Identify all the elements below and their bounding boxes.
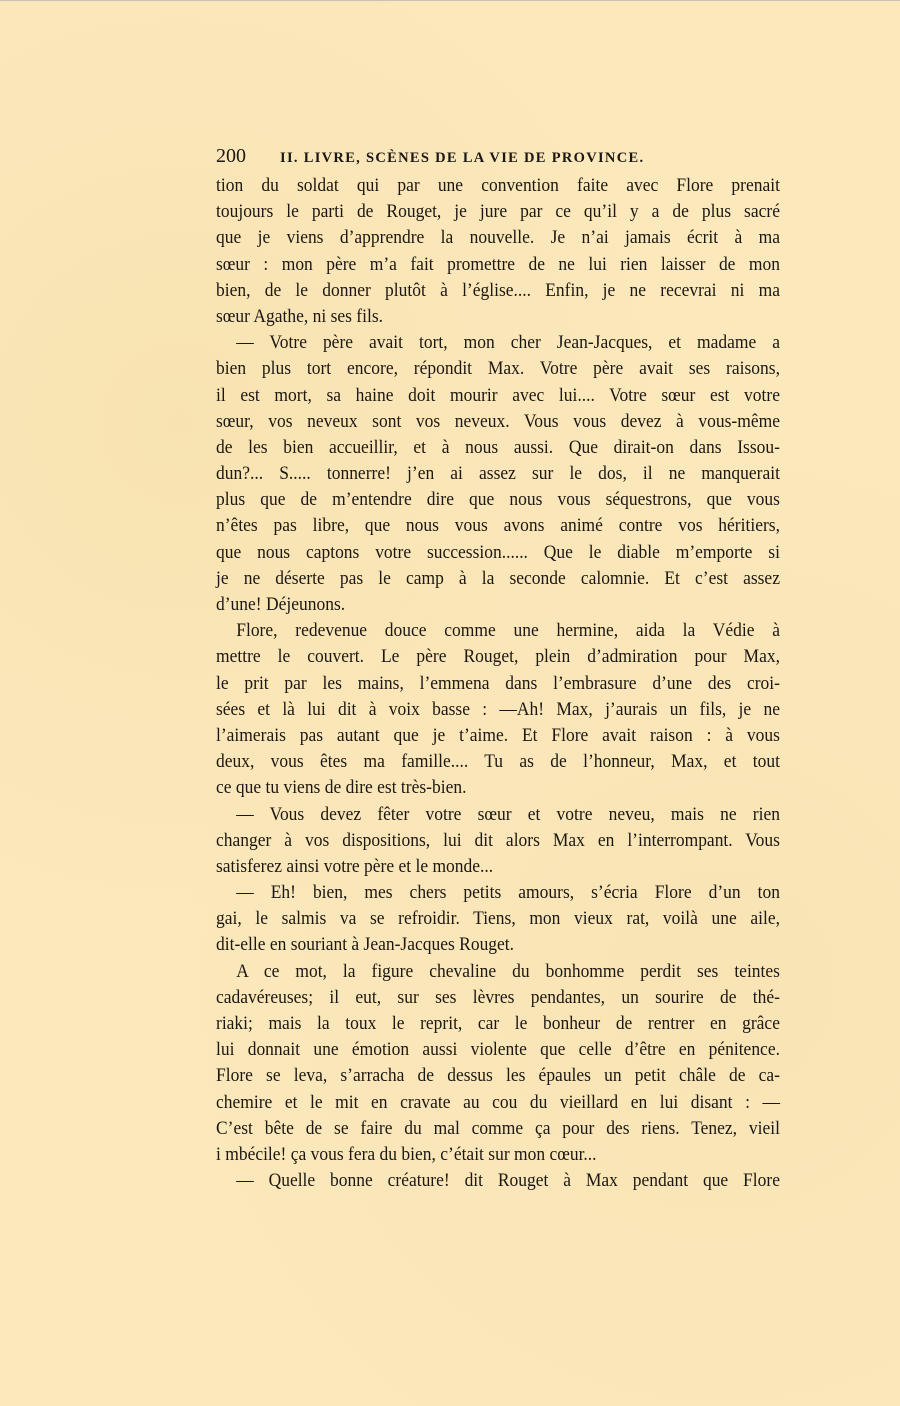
text-line: cadavéreuses; il eut, sur ses lèvres pendantes, un sourire de thé- xyxy=(216,986,780,1008)
text-line: dit-elle en souriant à Jean-Jacques Rouget. xyxy=(216,934,515,956)
text-line: l’aimerais pas autant que je t’aime. Et Flore avait raison : à vous xyxy=(216,724,780,746)
text-line: sées et là lui dit à voix basse : —Ah! Max, j’aurais un fils, je ne xyxy=(216,698,780,720)
text-line: n’êtes pas libre, que nous vous avons animé contre vos héritiers, xyxy=(216,515,780,537)
text-line: Flore se leva, s’arracha de dessus les épaules un petit châle de ca- xyxy=(216,1065,780,1087)
text-line: que je viens d’apprendre la nouvelle. Je n’ai jamais écrit à ma xyxy=(216,227,780,249)
text-line: C’est bête de se faire du mal comme ça pour des riens. Tenez, vieil xyxy=(216,1117,780,1139)
body-text xyxy=(216,173,780,1194)
text-line: d’une! Déjeunons. xyxy=(216,594,346,615)
text-line: i mbécile! ça vous fera du bien, c’était sur mon cœur... xyxy=(216,1143,597,1165)
running-title: II. LIVRE, SCÈNES DE LA VIE DE PROVINCE. xyxy=(280,150,645,166)
text-line: sœur, vos neveux sont vos neveux. Vous vous devez à vous-même xyxy=(216,410,780,432)
text-line: deux, vous êtes ma famille.... Tu as de l’honneur, Max, et tout xyxy=(216,751,780,773)
text-line: sœur : mon père m’a fait promettre de ne lui rien laisser de mon xyxy=(216,253,780,275)
text-line: bien plus tort encore, répondit Max. Votre père avait ses raisons, xyxy=(216,358,780,380)
page-number: 200 xyxy=(216,145,246,167)
text-line: Flore, redevenue douce comme une hermine, aida la Védie à xyxy=(236,620,780,642)
text-line: mettre le couvert. Le père Rouget, plein d’admiration pour Max, xyxy=(216,646,780,668)
text-line: riaki; mais la toux le reprit, car le bonheur de rentrer en grâce xyxy=(216,1013,780,1034)
text-line: bien, de le donner plutôt à l’église.... Enfin, je ne recevrai ni ma xyxy=(216,279,780,301)
text-line: gai, le salmis va se refroidir. Tiens, mon vieux rat, voilà une aile, xyxy=(216,908,780,930)
text-line: chemire et le mit en cravate au cou du vieillard en lui disant : — xyxy=(216,1091,780,1113)
text-line: sœur Agathe, ni ses fils. xyxy=(216,305,384,327)
text-line: que nous captons votre succession...... Que le diable m’emporte si xyxy=(216,541,780,563)
text-line: lui donnait une émotion aussi violente que celle d’être en pénitence. xyxy=(216,1039,780,1061)
text-line: — Eh! bien, mes chers petits amours, s’écria Flore d’un ton xyxy=(236,882,780,904)
text-line: A ce mot, la figure chevaline du bonhomme perdit ses teintes xyxy=(236,960,780,982)
text-line: — Vous devez fêter votre sœur et votre neveu, mais ne rien xyxy=(236,803,780,825)
text-line: plus que de m’entendre dire que nous vous séquestrons, que vous xyxy=(216,489,780,511)
text-line: il est mort, sa haine doit mourir avec lui.... Votre sœur est votre xyxy=(216,384,780,406)
text-line: de les bien accueillir, et à nous aussi. Que dirait-on dans Issou- xyxy=(216,436,780,458)
text-line: changer à vos dispositions, lui dit alors Max en l’interrompant. Vous xyxy=(216,829,780,851)
text-line: — Quelle bonne créature! dit Rouget à Max pendant que Flore xyxy=(236,1170,780,1192)
text-line: ce que tu viens de dire est très-bien. xyxy=(216,777,467,799)
text-line: — Votre père avait tort, mon cher Jean-Jacques, et madame a xyxy=(236,332,780,354)
text-line: satisferez ainsi votre père et le monde... xyxy=(216,855,494,877)
text-line: dun?... S..... tonnerre! j’en ai assez sur le dos, il ne manquerait xyxy=(216,463,780,485)
text-line: je ne déserte pas le camp à la seconde calomnie. Et c’est assez xyxy=(216,567,780,589)
text-line: tion du soldat qui par une convention faite avec Flore prenait xyxy=(216,175,780,196)
text-line: toujours le parti de Rouget, je jure par ce qu’il y a de plus sacré xyxy=(216,201,780,223)
page-header xyxy=(216,145,782,169)
text-line: le prit par les mains, l’emmena dans l’embrasure d’une des croi- xyxy=(216,672,780,694)
